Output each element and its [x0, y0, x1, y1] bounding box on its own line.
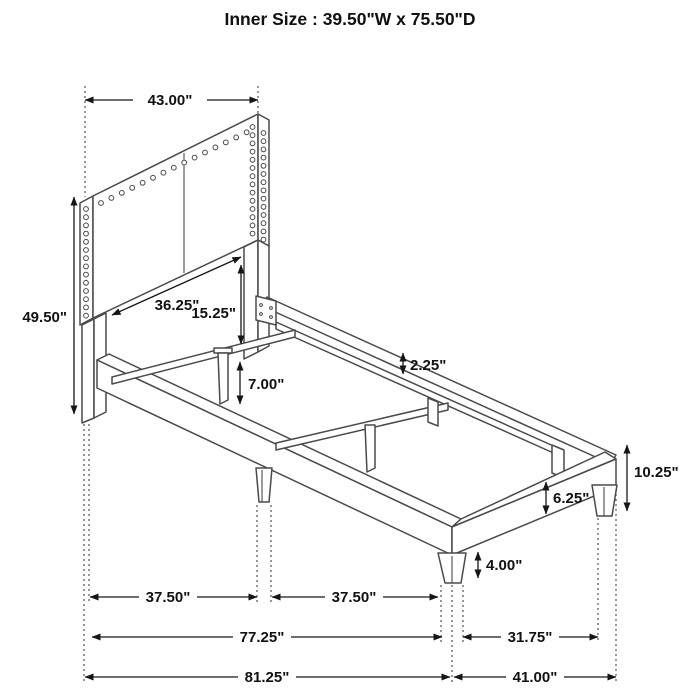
nailhead-dot [250, 223, 255, 228]
nailhead-dot [84, 207, 89, 212]
nailhead-dot [250, 190, 255, 195]
rail-mounting-bracket [256, 296, 276, 325]
dim-headboard-height: 49.50" [22, 309, 67, 326]
nailhead-dot [261, 147, 266, 152]
dim-overall-length: 81.25" [244, 669, 290, 686]
dim-headboard-inner-width: 36.25" [154, 297, 200, 314]
slat-2-end-bracket [428, 398, 438, 426]
center-support-leg-2 [365, 425, 375, 472]
inner-size-title: Inner Size : 39.50"W x 75.50"D [224, 9, 476, 29]
nailhead-dot [250, 149, 255, 154]
dim-span-front-right: 37.50" [331, 589, 377, 606]
dim-panel-to-slat: 15.25" [191, 305, 236, 322]
nailhead-dot [84, 239, 89, 244]
left-rail-mid-leg [256, 468, 272, 502]
nailhead-dot [261, 237, 266, 242]
dim-center-leg-height: 7.00" [248, 376, 285, 393]
nailhead-dot [84, 215, 89, 220]
nailhead-dot [99, 201, 104, 206]
nailhead-dot [261, 188, 266, 193]
nailhead-dot [213, 145, 218, 150]
nailhead-dot [250, 133, 255, 138]
dim-slat-recess: 2.25" [410, 357, 447, 374]
nailhead-dot [203, 150, 208, 155]
center-support-leg-1 [218, 353, 228, 404]
dim-span-front-left: 37.50" [145, 589, 191, 606]
nailhead-dot [130, 185, 135, 190]
nailhead-dot [234, 135, 239, 140]
nailhead-dot [250, 157, 255, 162]
nailhead-dot [261, 155, 266, 160]
nailhead-dot [223, 140, 228, 145]
foot-rail [452, 459, 616, 555]
nailhead-dot [261, 180, 266, 185]
nailhead-dot [151, 175, 156, 180]
nailhead-dot [84, 313, 89, 318]
nailhead-dot [119, 191, 124, 196]
nailhead-dot [261, 163, 266, 168]
nailhead-dot [84, 272, 89, 277]
nailhead-dot [109, 196, 114, 201]
nailhead-dot [261, 172, 266, 177]
nailhead-dot [84, 297, 89, 302]
nailhead-dot [261, 131, 266, 136]
dim-frame-length: 77.25" [239, 629, 285, 646]
nailhead-dot [192, 155, 197, 160]
nailhead-dot [250, 215, 255, 220]
bed-frame [97, 296, 617, 583]
nailhead-dot [84, 305, 89, 310]
nailhead-dot [171, 165, 176, 170]
nailhead-dot [161, 170, 166, 175]
headboard-left-leg-side [82, 319, 94, 423]
dim-side-rail-height: 6.25" [553, 490, 590, 507]
nailhead-dot [84, 223, 89, 228]
nailhead-dot [250, 207, 255, 212]
nailhead-dot [261, 139, 266, 144]
nailhead-dot [182, 160, 187, 165]
nailhead-dot [84, 280, 89, 285]
nailhead-dot [244, 130, 249, 135]
nailhead-dot [261, 221, 266, 226]
nailhead-dot [250, 125, 255, 130]
nailhead-dot [84, 248, 89, 253]
dim-leg-height: 4.00" [486, 557, 523, 574]
nailhead-dot [250, 182, 255, 187]
nailhead-dot [250, 198, 255, 203]
nailhead-dot [84, 264, 89, 269]
headboard-right-leg-side [258, 240, 269, 352]
nailhead-dot [261, 204, 266, 209]
dim-foot-corner-height: 10.25" [634, 464, 679, 481]
dim-overall-width: 41.00" [512, 669, 558, 686]
mattress-slat-2 [276, 403, 448, 450]
nailhead-dot [84, 256, 89, 261]
nailhead-dot [250, 174, 255, 179]
nailhead-dot [84, 289, 89, 294]
dim-headboard-width: 43.00" [147, 92, 193, 109]
nailhead-dot [84, 231, 89, 236]
nailhead-dot [250, 231, 255, 236]
dim-foot-inner-width: 31.75" [507, 629, 553, 646]
nailhead-dot [250, 166, 255, 171]
nailhead-dot [250, 141, 255, 146]
nailhead-dot [261, 229, 266, 234]
nailhead-dot [261, 196, 266, 201]
headboard-front-panel [93, 114, 258, 318]
nailhead-dot [261, 213, 266, 218]
nailhead-dot [140, 180, 145, 185]
